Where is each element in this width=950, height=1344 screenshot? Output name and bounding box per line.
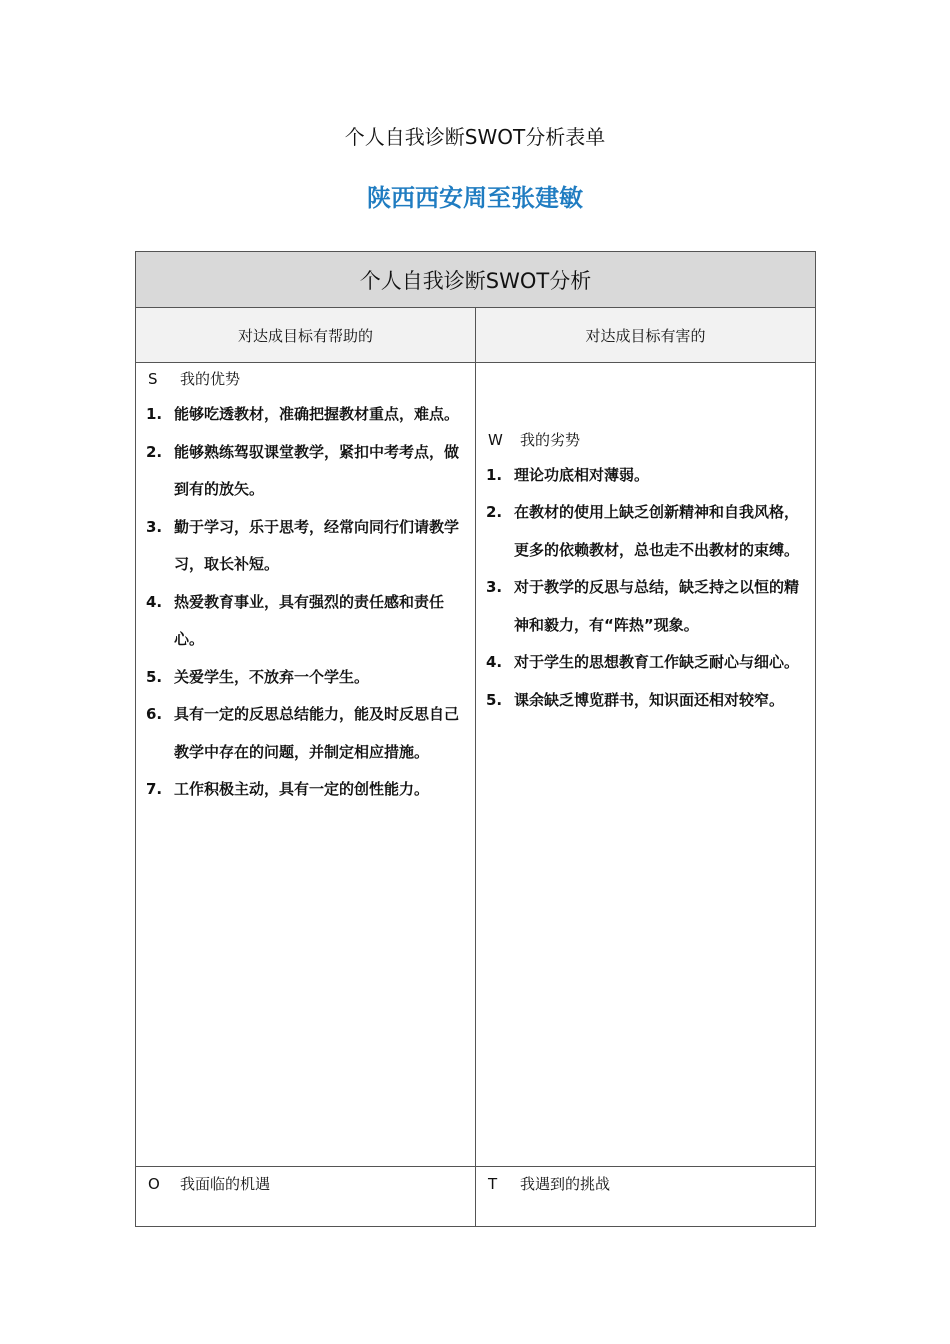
threats-label: 我遇到的挑战 (520, 1175, 611, 1193)
weaknesses-item-text: 课余缺乏博览群书，知识面还相对较窄。 (514, 690, 785, 709)
weaknesses-item (486, 682, 805, 720)
strengths-item-number: 2. (146, 442, 163, 461)
weaknesses-item (486, 569, 805, 644)
strengths-item (146, 584, 465, 659)
author-line: 陕西西安周至张建敏 (367, 184, 583, 212)
weaknesses-list (486, 457, 805, 720)
strengths-item (146, 659, 465, 697)
weaknesses-item (486, 494, 805, 569)
column-helpful: 对达成目标有帮助的 (136, 308, 476, 363)
table-header: 个人自我诊断SWOT分析 (136, 252, 816, 308)
strengths-item-number: 1. (146, 405, 163, 423)
strengths-list (146, 396, 465, 809)
strengths-item-number: 3. (146, 517, 163, 536)
strengths-item-number: 4. (146, 592, 163, 611)
weaknesses-label: 我的劣势 (520, 430, 581, 449)
strengths-item-text: 工作积极主动，具有一定的创性能力。 (174, 780, 430, 798)
strengths-item (146, 696, 465, 771)
weaknesses-item-text: 在教材的使用上缺乏创新精神和自我风格，更多的依赖教材，总也走不出教材的束缚。 (514, 503, 800, 559)
weaknesses-letter: W (488, 430, 503, 449)
strengths-label: 我的优势 (180, 370, 241, 388)
threats-cell (476, 1167, 816, 1227)
strengths-heading (146, 366, 465, 392)
weaknesses-item-text: 对于教学的反思与总结，缺乏持之以恒的精神和毅力，有“阵热”现象。 (514, 578, 800, 634)
opportunities-letter: O (148, 1175, 160, 1193)
weaknesses-item-number: 5. (486, 690, 503, 709)
strengths-item-text: 热爱教育事业，具有强烈的责任感和责任心。 (174, 592, 445, 648)
opportunities-label: 我面临的机遇 (180, 1175, 271, 1193)
strengths-item (146, 509, 465, 584)
strengths-item-text: 关爱学生，不放弃一个学生。 (174, 667, 370, 686)
strengths-item (146, 434, 465, 509)
strengths-item (146, 771, 465, 809)
strengths-item (146, 396, 465, 434)
weaknesses-item-number: 2. (486, 503, 503, 521)
strengths-item-text: 能够熟练驾驭课堂教学，紧扣中考考点，做到有的放矢。 (174, 442, 460, 498)
threats-letter: T (488, 1175, 498, 1193)
weaknesses-heading (486, 427, 805, 453)
strengths-item-number: 7. (146, 780, 163, 798)
weaknesses-item-number: 4. (486, 653, 503, 671)
weaknesses-item (486, 644, 805, 682)
strengths-item-text: 具有一定的反思总结能力，能及时反思自己教学中存在的问题，并制定相应措施。 (174, 705, 460, 761)
strengths-item-text: 能够吃透教材，准确把握教材重点，难点。 (174, 405, 460, 423)
opportunities-cell (136, 1167, 476, 1227)
strengths-item-text: 勤于学习，乐于思考，经常向同行们请教学习，取长补短。 (174, 517, 460, 573)
strengths-item-number: 5. (146, 667, 163, 686)
strengths-item-number: 6. (146, 705, 163, 723)
weaknesses-item-number: 1. (486, 465, 503, 484)
strengths-letter: S (148, 370, 158, 388)
weaknesses-cell (476, 363, 816, 1167)
weaknesses-item (486, 457, 805, 495)
swot-table (135, 251, 816, 1227)
weaknesses-item-text: 理论功底相对薄弱。 (514, 465, 650, 484)
document-title: 个人自我诊断SWOT分析表单 (344, 125, 606, 149)
weaknesses-item-number: 3. (486, 578, 503, 596)
column-harmful: 对达成目标有害的 (476, 308, 816, 363)
weaknesses-item-text: 对于学生的思想教育工作缺乏耐心与细心。 (514, 653, 800, 671)
strengths-cell (136, 363, 476, 1167)
